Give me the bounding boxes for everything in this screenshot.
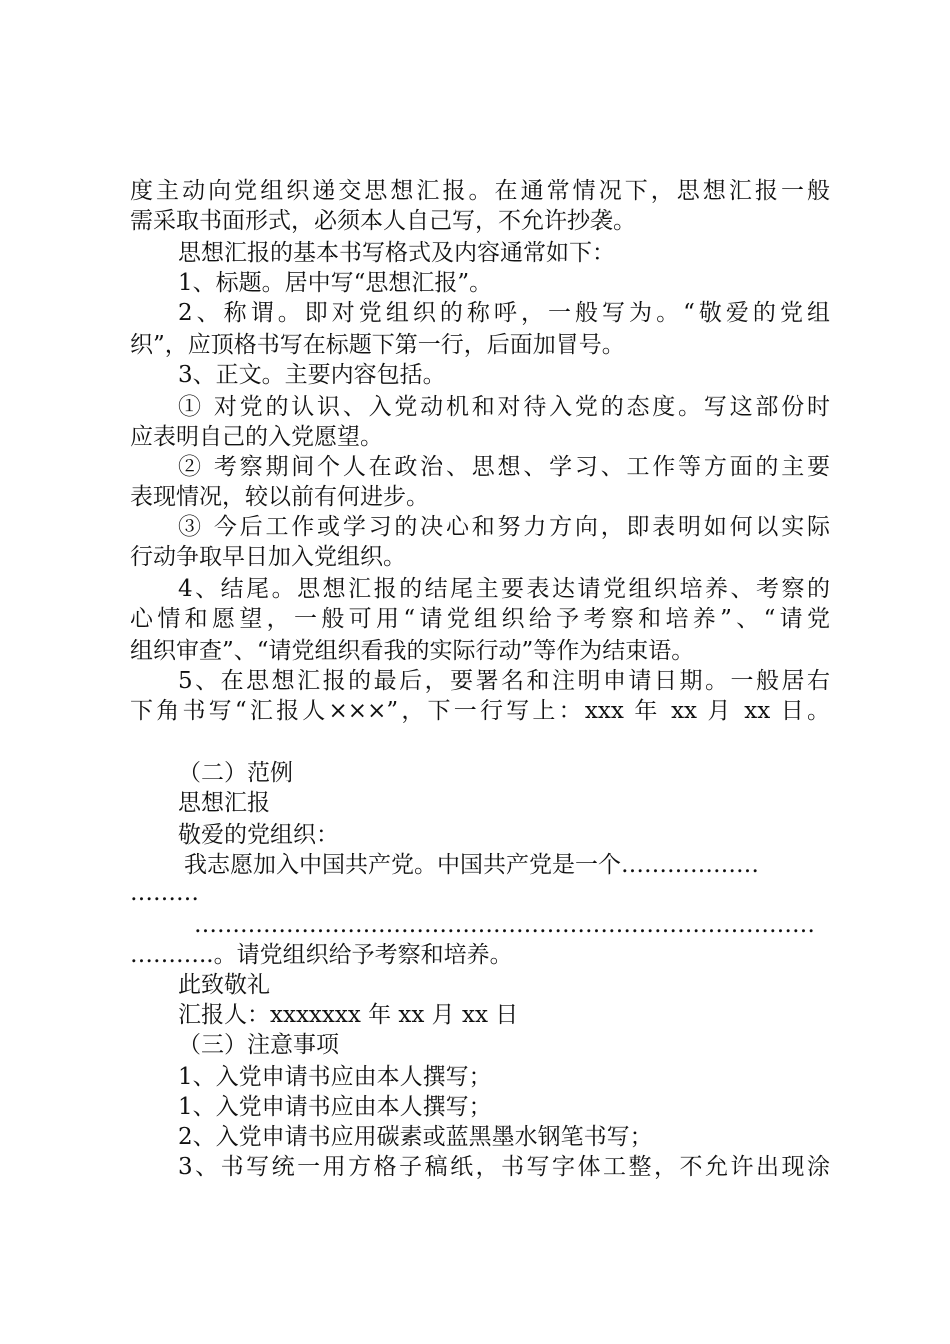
text-line: 织”，应顶格书写在标题下第一行，后面加冒号。 <box>130 332 625 358</box>
text-line: 4、结尾。思想汇报的结尾主要表达请党组织培养、考察的 <box>178 576 830 602</box>
text-line: 应表明自己的入党愿望。 <box>130 424 383 450</box>
example-salutation: 敬爱的党组织： <box>178 822 339 848</box>
text-line: 下角书写“汇报人×××”，下一行写上：xxx 年 xx 月 xx 日。 <box>130 698 830 724</box>
example-closing: 此致敬礼 <box>178 972 270 998</box>
list-item: 3、书写统一用方格子稿纸，书写字体工整，不允许出现涂 <box>178 1154 830 1180</box>
section-heading: （三）注意事项 <box>178 1032 339 1058</box>
text-line: ……………………………………………………………………… <box>194 912 815 938</box>
section-heading: （二）范例 <box>178 760 293 786</box>
text-line: 度主动向党组织递交思想汇报。在通常情况下，思想汇报一般 <box>130 178 830 204</box>
example-title: 思想汇报 <box>178 790 270 816</box>
text-line: ① 对党的认识、入党动机和对待入党的态度。写这部份时 <box>178 394 830 420</box>
text-line: 表现情况，较以前有何进步。 <box>130 484 429 510</box>
text-line: ………..。请党组织给予考察和培养。 <box>130 942 513 968</box>
text-line: 2、称谓。即对党组织的称呼，一般写为。“敬爱的党组 <box>178 300 830 326</box>
text-line: 1、标题。居中写“思想汇报”。 <box>178 270 493 296</box>
example-signature: 汇报人：xxxxxxx 年 xx 月 xx 日 <box>178 1002 519 1028</box>
list-item: 2、入党申请书应用碳素或蓝黑墨水钢笔书写； <box>178 1124 653 1150</box>
text-line: 行动争取早日加入党组织。 <box>130 544 406 570</box>
text-line: ② 考察期间个人在政治、思想、学习、工作等方面的主要 <box>178 454 830 480</box>
list-item: 1、入党申请书应由本人撰写； <box>178 1094 492 1120</box>
text-line: 需采取书面形式，必须本人自己写，不允许抄袭。 <box>130 208 636 234</box>
text-line: 组织审查”、“请党组织看我的实际行动”等作为结束语。 <box>130 638 695 664</box>
text-line: 5、在思想汇报的最后，要署名和注明申请日期。一般居右 <box>178 668 830 694</box>
list-item: 1、入党申请书应由本人撰写； <box>178 1064 492 1090</box>
text-line: 思想汇报的基本书写格式及内容通常如下： <box>178 240 615 266</box>
text-line: ……… <box>130 880 199 906</box>
text-line: ③ 今后工作或学习的决心和努力方向，即表明如何以实际 <box>178 514 830 540</box>
text-line: 心情和愿望，一般可用“请党组织给予考察和培养”、“请党 <box>130 606 830 632</box>
text-line: 3、正文。主要内容包括。 <box>178 362 446 388</box>
text-line: 我志愿加入中国共产党。中国共产党是一个……………… <box>184 852 759 878</box>
